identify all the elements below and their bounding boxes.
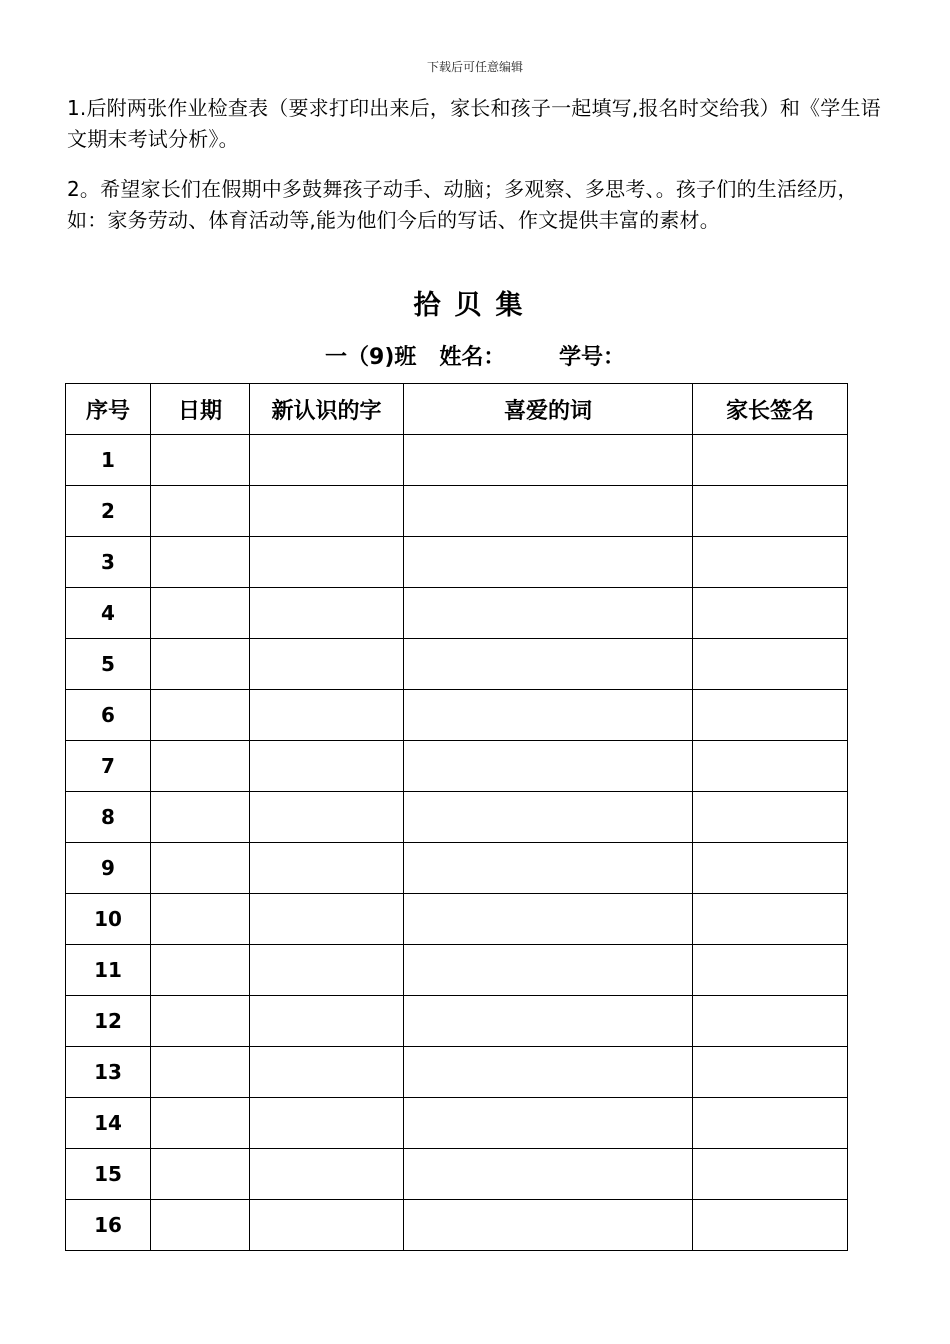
row-number: 13 [66, 1047, 151, 1098]
favorite-words-cell [404, 1200, 693, 1251]
table-row [66, 996, 848, 1047]
table-row [66, 1047, 848, 1098]
page-title: 拾贝集 [413, 290, 537, 321]
date-cell [151, 741, 250, 792]
row-number: 11 [66, 945, 151, 996]
row-number: 8 [66, 792, 151, 843]
parent-signature-cell [693, 537, 848, 588]
favorite-words-cell [404, 690, 693, 741]
row-number: 14 [66, 1098, 151, 1149]
new-characters-cell [250, 690, 404, 741]
new-characters-cell [250, 996, 404, 1047]
date-cell [151, 1149, 250, 1200]
table-row [66, 792, 848, 843]
table-row [66, 894, 848, 945]
date-cell [151, 1047, 250, 1098]
date-cell [151, 537, 250, 588]
new-characters-cell [250, 639, 404, 690]
date-cell [151, 843, 250, 894]
new-characters-cell [250, 1149, 404, 1200]
table-row [66, 843, 848, 894]
favorite-words-cell [404, 843, 693, 894]
class-name-line: 一（9)班 姓名： 学号： [325, 345, 625, 370]
new-characters-cell [250, 894, 404, 945]
parent-signature-cell [693, 639, 848, 690]
parent-signature-cell [693, 792, 848, 843]
new-characters-cell [250, 741, 404, 792]
table-row [66, 741, 848, 792]
row-number: 12 [66, 996, 151, 1047]
new-characters-cell [250, 435, 404, 486]
favorite-words-cell [404, 741, 693, 792]
favorite-words-cell [404, 639, 693, 690]
date-cell [151, 894, 250, 945]
parent-signature-cell [693, 1200, 848, 1251]
table-row [66, 639, 848, 690]
instruction-paragraph-1: 1.后附两张作业检查表（要求打印出来后，家长和孩子一起填写,报名时交给我）和《学生语文期末考试分析》。 [67, 96, 881, 151]
table-row [66, 1098, 848, 1149]
row-number: 10 [66, 894, 151, 945]
column-header-new-characters: 新认识的字 [250, 384, 404, 435]
table-row [66, 1149, 848, 1200]
date-cell [151, 1200, 250, 1251]
column-header-date: 日期 [151, 384, 250, 435]
favorite-words-cell [404, 996, 693, 1047]
favorite-words-cell [404, 1149, 693, 1200]
new-characters-cell [250, 1098, 404, 1149]
favorite-words-cell [404, 435, 693, 486]
column-header-number: 序号 [66, 384, 151, 435]
row-number: 9 [66, 843, 151, 894]
parent-signature-cell [693, 588, 848, 639]
date-cell [151, 996, 250, 1047]
table-row [66, 435, 848, 486]
table-row [66, 945, 848, 996]
table-row [66, 1200, 848, 1251]
new-characters-cell [250, 588, 404, 639]
new-characters-cell [250, 792, 404, 843]
row-number: 7 [66, 741, 151, 792]
new-characters-cell [250, 1200, 404, 1251]
favorite-words-cell [404, 792, 693, 843]
instruction-paragraph-2: 2。希望家长们在假期中多鼓舞孩子动手、动脑；多观察、多思考、。孩子们的生活经历，如：家务劳动、体育活动等,能为他们今后的写话、作文提供丰富的素材。 [67, 177, 858, 232]
row-number: 3 [66, 537, 151, 588]
date-cell [151, 486, 250, 537]
parent-signature-cell [693, 945, 848, 996]
parent-signature-cell [693, 843, 848, 894]
favorite-words-cell [404, 588, 693, 639]
date-cell [151, 435, 250, 486]
new-characters-cell [250, 945, 404, 996]
table-row [66, 588, 848, 639]
row-number: 5 [66, 639, 151, 690]
parent-signature-cell [693, 1149, 848, 1200]
parent-signature-cell [693, 690, 848, 741]
new-characters-cell [250, 1047, 404, 1098]
favorite-words-cell [404, 894, 693, 945]
header-note: 下载后可任意编辑 [426, 60, 523, 74]
table-row [66, 537, 848, 588]
row-number: 4 [66, 588, 151, 639]
row-number: 2 [66, 486, 151, 537]
row-number: 1 [66, 435, 151, 486]
favorite-words-cell [404, 1098, 693, 1149]
row-number: 15 [66, 1149, 151, 1200]
parent-signature-cell [693, 1098, 848, 1149]
row-number: 6 [66, 690, 151, 741]
parent-signature-cell [693, 1047, 848, 1098]
date-cell [151, 1098, 250, 1149]
row-number: 16 [66, 1200, 151, 1251]
date-cell [151, 588, 250, 639]
parent-signature-cell [693, 435, 848, 486]
parent-signature-cell [693, 741, 848, 792]
parent-signature-cell [693, 996, 848, 1047]
favorite-words-cell [404, 1047, 693, 1098]
table-row [66, 486, 848, 537]
date-cell [151, 639, 250, 690]
date-cell [151, 945, 250, 996]
column-header-parent-signature: 家长签名 [693, 384, 848, 435]
favorite-words-cell [404, 945, 693, 996]
table-row [66, 690, 848, 741]
table-header-row [66, 384, 848, 435]
new-characters-cell [250, 486, 404, 537]
parent-signature-cell [693, 486, 848, 537]
favorite-words-cell [404, 537, 693, 588]
parent-signature-cell [693, 894, 848, 945]
new-characters-cell [250, 537, 404, 588]
favorite-words-cell [404, 486, 693, 537]
date-cell [151, 792, 250, 843]
record-table [65, 383, 848, 1251]
date-cell [151, 690, 250, 741]
table-body [66, 435, 848, 1251]
new-characters-cell [250, 843, 404, 894]
column-header-favorite-words: 喜爱的词 [404, 384, 693, 435]
